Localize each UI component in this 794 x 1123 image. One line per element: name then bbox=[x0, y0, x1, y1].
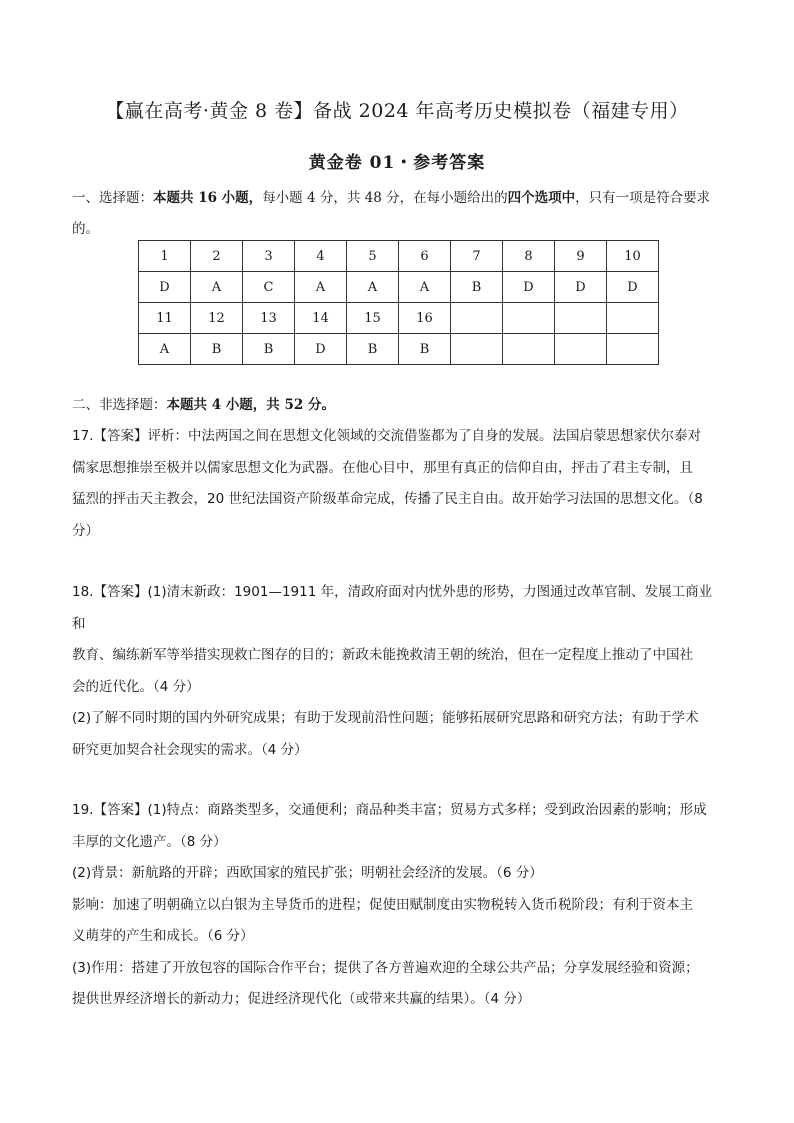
answer-19 bbox=[72, 795, 724, 1016]
table-cell: 4 bbox=[295, 241, 347, 272]
table-cell: 11 bbox=[139, 303, 191, 334]
table-cell: A bbox=[191, 272, 243, 303]
answer-line: (2)了解不同时期的国内外研究成果；有助于发现前沿性问题；能够拓展研究思路和研究方法；有助于学术 bbox=[72, 710, 699, 726]
table-cell: B bbox=[347, 334, 399, 365]
table-cell: 12 bbox=[191, 303, 243, 334]
section1-label: 一、选择题： bbox=[72, 190, 153, 206]
table-cell: 15 bbox=[347, 303, 399, 334]
table-cell: C bbox=[243, 272, 295, 303]
answer-line: 影响：加速了明朝确立以白银为主导货币的进程；促使田赋制度由实物税转入货币税阶段；有利于资本主 bbox=[72, 896, 693, 913]
answer-line: 17.【答案】评析：中法两国之间在思想文化领域的交流借鉴都为了自身的发展。法国启蒙思想家伏尔泰对 bbox=[72, 428, 701, 444]
table-cell: 14 bbox=[295, 303, 347, 334]
table-cell bbox=[451, 334, 503, 365]
table-cell: A bbox=[399, 272, 451, 303]
table-cell: B bbox=[243, 334, 295, 365]
document-title: 【赢在高考·黄金 8 卷】备战 2024 年高考历史模拟卷（福建专用） bbox=[105, 100, 689, 122]
answer-line: 分） bbox=[72, 522, 99, 539]
table-cell: 13 bbox=[243, 303, 295, 334]
answer-line: 儒家思想推崇至极并以儒家思想文化为武器。在他心目中，那里有真正的信仰自由，抨击了君主专制，且 bbox=[72, 459, 693, 476]
answer-line: (3)作用：搭建了开放包容的国际合作平台；提供了各方普遍欢迎的全球公共产品；分享发展经验和资源； bbox=[72, 959, 699, 976]
section1-desc-b: 每小题 4 分，共 48 分，在每小题给出的 bbox=[262, 190, 508, 206]
table-row-numbers-1 bbox=[139, 241, 659, 272]
table-cell bbox=[607, 334, 659, 365]
section1-desc-c: 四个选项中 bbox=[507, 190, 576, 206]
answer-line: 义萌芽的产生和成长。（6 分） bbox=[72, 928, 254, 944]
answer-line: 猛烈的抨击天主教会，20 世纪法国资产阶级革命完成，传播了民主自由。故开始学习法国的思想文化。（8 bbox=[72, 491, 703, 507]
section1-desc-a: 本题共 16 小题， bbox=[153, 190, 263, 206]
answer-line: 会的近代化。（4 分） bbox=[72, 678, 200, 695]
table-cell: D bbox=[503, 272, 555, 303]
table-cell bbox=[555, 334, 607, 365]
answer-line: (2)背景：新航路的开辟；西欧国家的殖民扩张；明朝社会经济的发展。（6 分） bbox=[72, 865, 543, 881]
table-cell: 8 bbox=[503, 241, 555, 272]
table-cell: 9 bbox=[555, 241, 607, 272]
table-cell: 1 bbox=[139, 241, 191, 272]
answer-18 bbox=[72, 577, 724, 766]
table-cell bbox=[555, 303, 607, 334]
table-cell: 10 bbox=[607, 241, 659, 272]
table-cell: 5 bbox=[347, 241, 399, 272]
answer-line: 丰厚的文化遗产。（8 分） bbox=[72, 833, 227, 850]
table-cell: D bbox=[607, 272, 659, 303]
table-cell: 6 bbox=[399, 241, 451, 272]
table-cell: 7 bbox=[451, 241, 503, 272]
answer-line: 19.【答案】(1)特点：商路类型多，交通便利；商品种类丰富；贸易方式多样；受到政治因素的影响；形成 bbox=[72, 802, 707, 818]
answer-17 bbox=[72, 421, 724, 547]
table-cell: B bbox=[191, 334, 243, 365]
table-cell: B bbox=[399, 334, 451, 365]
table-cell bbox=[503, 334, 555, 365]
section2-desc: 本题共 4 小题，共 52 分。 bbox=[166, 397, 335, 413]
section2-label: 二、非选择题： bbox=[72, 397, 167, 413]
answer-line: 教育、编练新军等举措实现救亡图存的目的；新政未能挽救清王朝的统治，但在一定程度上推动了中国社 bbox=[72, 647, 693, 663]
document-subtitle: 黄金卷 01・参考答案 bbox=[308, 153, 486, 173]
table-cell: 16 bbox=[399, 303, 451, 334]
table-cell bbox=[607, 303, 659, 334]
table-cell: B bbox=[451, 272, 503, 303]
table-cell: A bbox=[295, 272, 347, 303]
section1-desc-d: ，只有一项是符合要求的。 bbox=[72, 190, 711, 237]
table-cell: A bbox=[347, 272, 399, 303]
answer-table bbox=[138, 240, 659, 365]
table-cell: D bbox=[139, 272, 191, 303]
answer-line: 18.【答案】(1)清末新政：1901—1911 年，清政府面对内忧外患的形势，力图通过改革官制、发展工商业和 bbox=[72, 584, 713, 632]
table-cell bbox=[503, 303, 555, 334]
answer-line: 研究更加契合社会现实的需求。（4 分） bbox=[72, 741, 308, 758]
answer-line: 提供世界经济增长的新动力；促进经济现代化（或带来共赢的结果）。（4 分） bbox=[72, 991, 531, 1007]
table-cell bbox=[451, 303, 503, 334]
table-row-answers-2 bbox=[139, 334, 659, 365]
table-row-answers-1 bbox=[139, 272, 659, 303]
table-cell: A bbox=[139, 334, 191, 365]
table-cell: D bbox=[295, 334, 347, 365]
section2-intro bbox=[72, 390, 724, 421]
section1-intro bbox=[72, 183, 724, 245]
table-cell: D bbox=[555, 272, 607, 303]
table-cell: 3 bbox=[243, 241, 295, 272]
table-row-numbers-2 bbox=[139, 303, 659, 334]
table-cell: 2 bbox=[191, 241, 243, 272]
